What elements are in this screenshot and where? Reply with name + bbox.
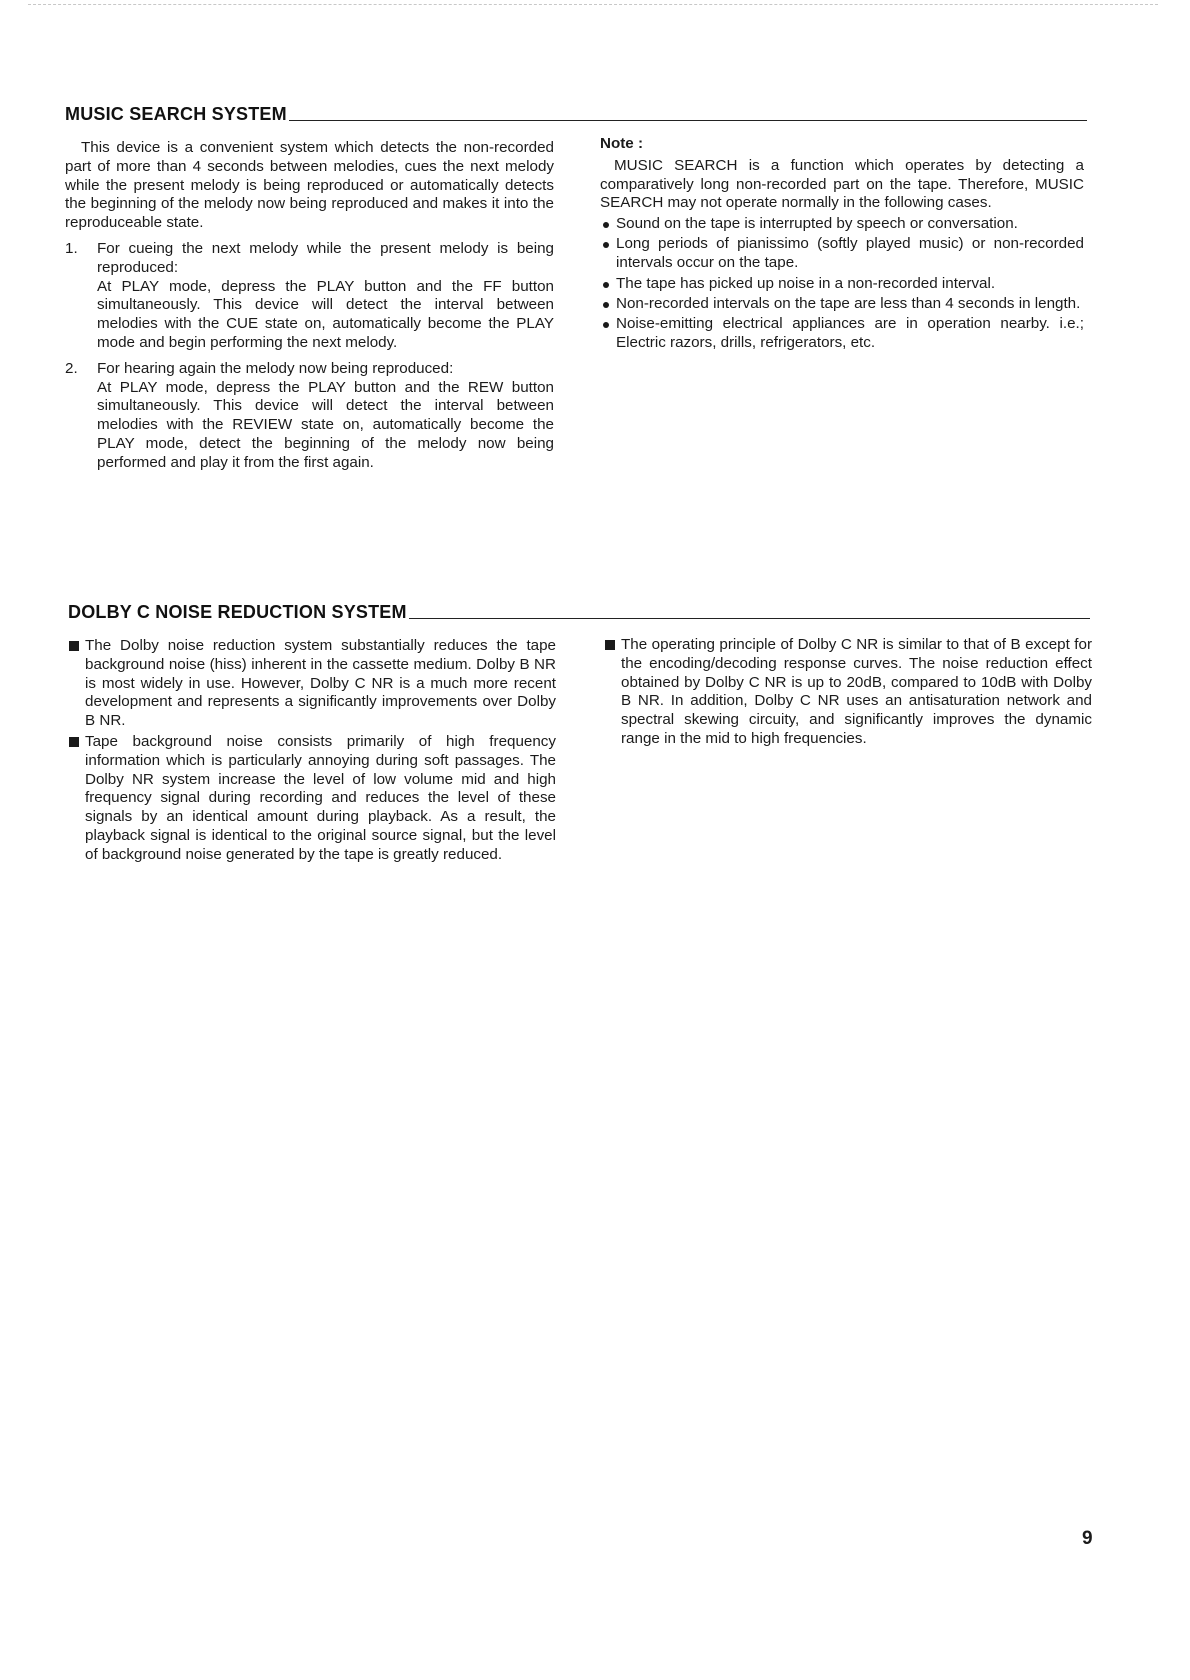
note-title: Note : [600, 135, 644, 152]
music-search-note-column [600, 135, 1084, 354]
dolby-heading: DOLBY C NOISE REDUCTION SYSTEM [68, 602, 407, 622]
dolby-paragraph: Tape background noise consists primarily of high frequency information which is particularly annoying during soft passages. The Dolby NR system increase the level of low volume mid and high frequency signal during recording and reduces the level of these signals by an identical amount during playback. As a result, the playback signal is identical to the original source signal, but the level of background noise generated by the tape is greatly reduced. [68, 733, 556, 865]
dolby-left-column [68, 637, 556, 867]
square-bullet-icon [69, 641, 79, 651]
bullet-dot-icon [603, 242, 609, 248]
square-bullet-icon [605, 640, 615, 650]
bullet-dot-icon [603, 322, 609, 328]
heading-rule [289, 120, 1087, 121]
music-search-heading-row [65, 98, 1087, 124]
dolby-paragraph: The operating principle of Dolby C NR is similar to that of B except for the encoding/decoding response curves. The noise reduction effect obtained by Dolby C NR is up to 20dB, compared to 10dB with Dolby B NR. In addition, Dolby C NR uses an antisaturation network and spectral skewing circuity, and significantly improves the dynamic range in the mid to high frequencies. [604, 636, 1092, 749]
item-number: 2. [65, 359, 78, 377]
note-intro: MUSIC SEARCH is a function which operates by detecting a comparatively long non-recorded part on the tape. Therefore, MUSIC SEARCH may not operate normally in the following cases. [600, 156, 1084, 212]
bullet-dot-icon [603, 282, 609, 288]
bullet-dot-icon [603, 302, 609, 308]
item-lead: For hearing again the melody now being reproduced: [97, 359, 454, 377]
square-bullet-icon [69, 737, 79, 747]
bullet-dot-icon [603, 222, 609, 228]
scan-edge-rule [28, 4, 1158, 5]
music-search-item-2 [65, 360, 554, 473]
dolby-heading-row [68, 596, 1090, 622]
music-search-heading: MUSIC SEARCH SYSTEM [65, 104, 287, 124]
heading-rule [409, 618, 1090, 619]
note-bullet: Sound on the tape is interrupted by speech or conversation. [600, 215, 1084, 234]
note-bullet: Noise-emitting electrical appliances are in operation nearby. i.e.; Electric razors, drills, refrigerators, etc. [600, 315, 1084, 353]
item-text: At PLAY mode, depress the PLAY button and the FF button simultaneously. This device will detect the interval between melodies with the CUE state on, automatically become the PLAY mode and begin performing the next melody. [97, 277, 554, 351]
music-search-intro: This device is a convenient system which detects the non-recorded part of more than 4 seconds between melodies, cues the next melody while the present melody is being reproduced or automatically detects the beginning of the melody now being reproduced and makes it into the reproduceable state. [65, 139, 554, 232]
item-number: 1. [65, 239, 78, 257]
note-bullet-list [600, 215, 1084, 353]
note-bullet: The tape has picked up noise in a non-recorded interval. [600, 275, 1084, 294]
item-text: At PLAY mode, depress the PLAY button and the REW button simultaneously. This device will detect the interval between melodies with the REVIEW state on, automatically become the PLAY mode, detect the beginning of the melody now being performed and play it from the first again. [97, 378, 554, 471]
dolby-paragraph: The Dolby noise reduction system substantially reduces the tape background noise (hiss) inherent in the cassette medium. Dolby B NR is most widely in use. However, Dolby C NR is a much more recent development and represents a significantly improvements over Dolby B NR. [68, 637, 556, 731]
music-search-left-column [65, 139, 554, 480]
dolby-right-column [604, 636, 1092, 751]
item-lead: For cueing the next melody while the present melody is being reproduced: [97, 239, 554, 276]
note-bullet: Non-recorded intervals on the tape are less than 4 seconds in length. [600, 295, 1084, 314]
music-search-item-1 [65, 240, 554, 353]
note-bullet: Long periods of pianissimo (softly played music) or non-recorded intervals occur on the tape. [600, 235, 1084, 273]
page-number: 9 [1082, 1528, 1093, 1549]
